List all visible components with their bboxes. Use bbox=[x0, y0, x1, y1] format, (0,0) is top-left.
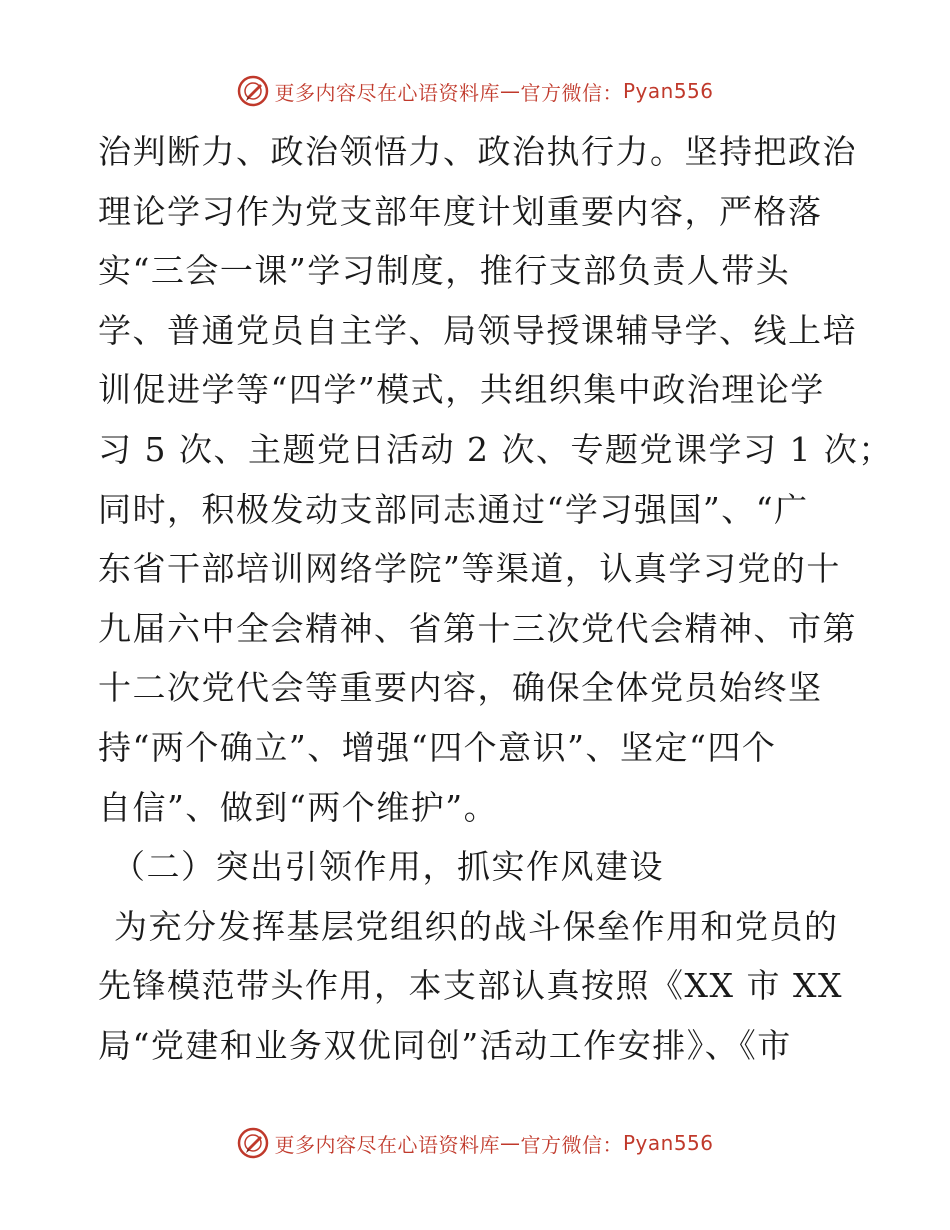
paragraph-line: 先锋模范带头作用，本支部认真按照《XX 市 XX bbox=[98, 966, 843, 1006]
watermark-wechat-label: 官方微信： bbox=[520, 1132, 623, 1157]
paragraph-line: 持“两个确立”、增强“四个意识”、坚定“四个 bbox=[98, 727, 777, 767]
paragraph-line: 治判断力、政治领悟力、政治执行力。坚持把政治 bbox=[98, 132, 857, 171]
paragraph-line: 自信”、做到“两个维护”。 bbox=[98, 787, 499, 827]
paragraph-line: 局“党建和业务双优同创”活动工作安排》、《市 bbox=[98, 1025, 792, 1065]
watermark-dash: — bbox=[499, 79, 521, 103]
watermark-wechat-id: Pyan556 bbox=[622, 79, 714, 103]
paragraph-line: 学、普通党员自主学、局领导授课辅导学、线上培 bbox=[98, 310, 857, 350]
watermark-wechat-label: 官方微信： bbox=[520, 80, 623, 105]
paragraph-line: 训促进学等“四学”模式，共组织集中政治理论学 bbox=[98, 370, 825, 410]
watermark-footer bbox=[0, 1126, 950, 1160]
paragraph-line: 为充分发挥基层党组织的战斗保垒作用和党员的 bbox=[114, 906, 839, 946]
paragraph-line: 十二次党代会等重要内容，确保全体党员始终坚 bbox=[98, 668, 823, 708]
document-body bbox=[98, 122, 893, 1076]
section-heading: （二）突出引领作用，抓实作风建设 bbox=[112, 847, 664, 887]
paragraph-line: 习 5 次、主题党日活动 2 次、专题党课学习 1 次； bbox=[98, 429, 893, 469]
paragraph-line: 理论学习作为党支部年度计划重要内容，严格落 bbox=[98, 191, 823, 231]
pen-logo-icon bbox=[236, 1126, 270, 1160]
watermark-wechat-id: Pyan556 bbox=[622, 1131, 714, 1155]
paragraph-line: 东省干部培训网络学院”等渠道，认真学习党的十 bbox=[98, 549, 841, 589]
watermark-header bbox=[0, 74, 950, 108]
paragraph-line: 同时，积极发动支部同志通过“学习强国”、“广 bbox=[98, 489, 809, 529]
watermark-dash: — bbox=[499, 1131, 521, 1155]
watermark-text: 更多内容尽在心语资料库 bbox=[274, 80, 500, 105]
paragraph-line: 实“三会一课”学习制度，推行支部负责人带头 bbox=[98, 251, 791, 291]
pen-logo-icon bbox=[236, 74, 270, 108]
paragraph-line: 九届六中全会精神、省第十三次党代会精神、市第 bbox=[98, 608, 857, 648]
watermark-text: 更多内容尽在心语资料库 bbox=[274, 1132, 500, 1157]
